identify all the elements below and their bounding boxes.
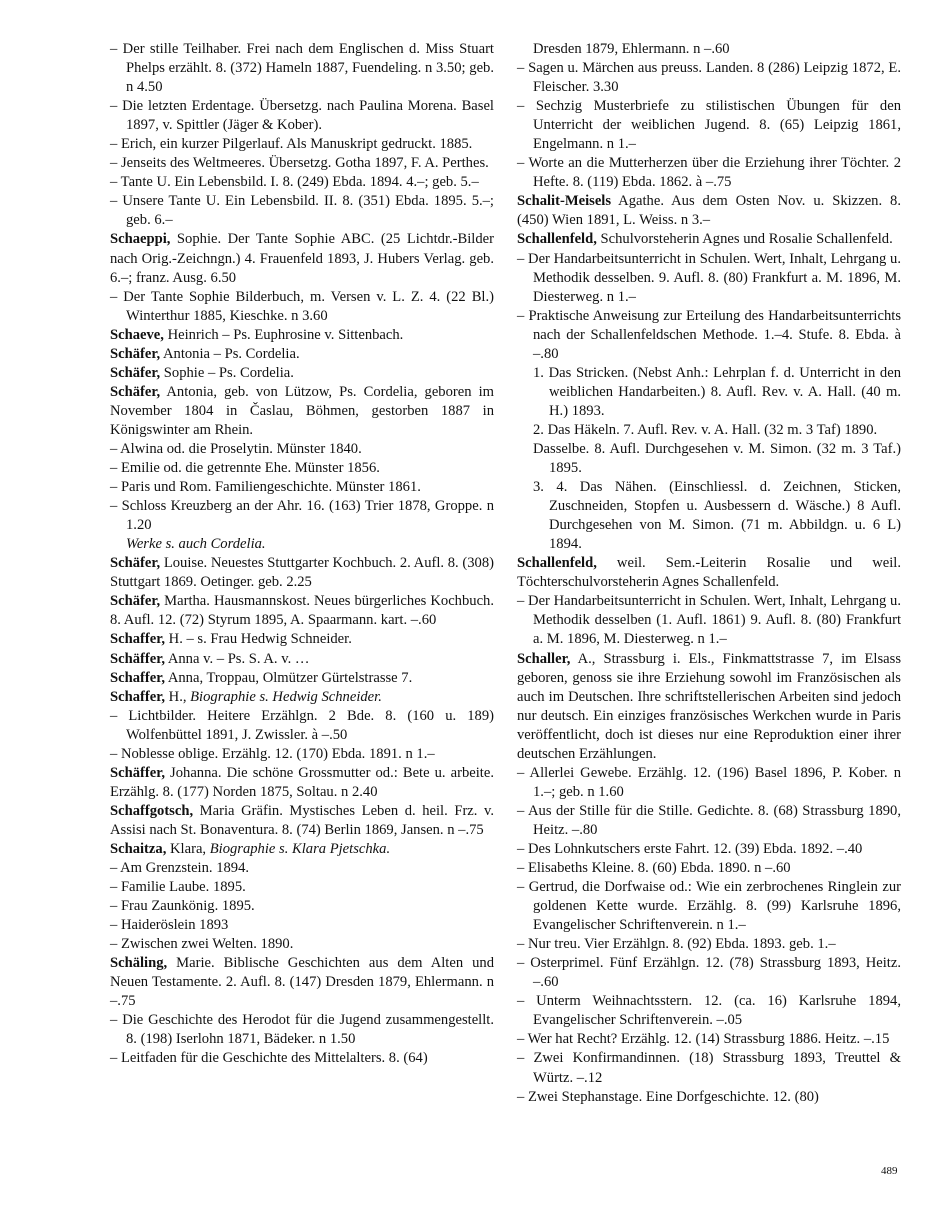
author-entry [517, 192, 901, 230]
work-entry: – Sechzig Musterbriefe zu stilistischen Übungen für den Unterricht der weiblichen Jugend. 8. (65) Leipzig 1861, Engelmann. n 1.– [517, 98, 901, 153]
author-entry [110, 688, 494, 707]
work-entry: – Unterm Weihnachtsstern. 12. (ca. 16) Karlsruhe 1894, Evangelischer Schriftenverein. –.05 [517, 993, 901, 1029]
author-name: Schaffer, [110, 631, 165, 648]
work-entry: – Aus der Stille für die Stille. Gedichte. 8. (68) Strassburg 1890, Heitz. –.80 [517, 802, 901, 838]
entry-text: A., Strassburg i. Els., Finkmattstrasse 7, im Elsass geboren, genoss sie ihre Erziehung sowohl im Französischen als auch im Deutschen. Ihre schriftstellerischen Arbeiten sind jedoch nur deutsch. Ein einziges französisches Werkchen wurde in Paris veröffentlicht, doch ist dieses nur eine Reproduktion einer ihrer deutschen Erzählungen. [517, 650, 901, 762]
author-entry [110, 764, 494, 802]
sub-work-entry: 1. Das Stricken. (Nebst Anh.: Lehrplan f. d. Unterricht in den weiblichen Handarbeiten.) 8. Aufl. Rev. v. A. Hall. (40 m. H.) 1893. [533, 364, 901, 419]
sub-work-entry: Dasselbe. 8. Aufl. Durchgesehen v. M. Simon. (32 m. 3 Taf.) 1895. [533, 440, 901, 477]
continued-entry: Dresden 1879, Ehlermann. n –.60 [533, 41, 730, 57]
entry-text: Maria Gräfin. Mystisches Leben d. heil. Frz. v. Assisi nach St. Bonaventura. 8. (74) Berlin 1869, Jansen. n –.75 [110, 802, 494, 838]
work-entry: – Der Handarbeitsunterricht in Schulen. Wert, Inhalt, Lehrgang u. Methodik desselben (1. Aufl. 1861) 9. Aufl. 8. (80) Frankfurt a. M. 1896, M. Diesterweg. n 1.– [517, 593, 901, 648]
author-name: Schäffer, [110, 764, 165, 781]
author-name: Schalit-Meisels [517, 193, 612, 210]
entry-italic-note: Biographie s. Hedwig Schneider. [190, 688, 382, 705]
author-name: Schäffer, [110, 650, 165, 667]
entry-text: Klara, [166, 840, 210, 857]
sub-work-entry: 3. 4. Das Nähen. (Einschliessl. d. Zeichnen, Sticken, Zuschneiden, Stopfen u. Ausbessern d. Wäsche.) 8 Aufl. Durchgesehen von M. Simon. (71 m. Abbildgn. u. 6 L) 1894. [533, 479, 901, 553]
work-entry: – Zwei Konfirmandinnen. (18) Strassburg 1893, Treuttel & Würtz. –.12 [517, 1050, 901, 1086]
entry-text: Antonia – Ps. Cordelia. [160, 345, 300, 362]
work-entry: – Die Geschichte des Herodot für die Jugend zusammengestellt. 8. (198) Iserlohn 1871, Bädeker. n 1.50 [110, 1012, 494, 1048]
entry-text: weil. Sem.-Leiterin Rosalie und weil. Töchterschulvorsteherin Agnes Schallenfeld. [517, 555, 901, 591]
work-entry: – Sagen u. Märchen aus preuss. Landen. 8 (286) Leipzig 1872, E. Fleischer. 3.30 [517, 60, 901, 96]
entry-text: Sophie – Ps. Cordelia. [160, 364, 294, 381]
author-entry [110, 230, 494, 287]
entry-text: Anna v. – Ps. S. A. v. … [165, 650, 310, 667]
work-entry: – Wer hat Recht? Erzählg. 12. (14) Strassburg 1886. Heitz. –.15 [517, 1031, 890, 1048]
work-entry: – Paris und Rom. Familiengeschichte. Münster 1861. [110, 479, 421, 496]
author-entry [110, 802, 494, 840]
work-entry: – Alwina od. die Proselytin. Münster 1840. [110, 440, 362, 457]
entry-text: Schulvorsteherin Agnes und Rosalie Schallenfeld. [596, 231, 893, 248]
author-name: Schaffer, [110, 669, 165, 686]
work-entry: – Osterprimel. Fünf Erzählgn. 12. (78) Strassburg 1893, Heitz. –.60 [517, 955, 901, 991]
author-name: Schäfer, [110, 345, 161, 362]
left-column [110, 40, 494, 1069]
author-name: Schaffer, [110, 688, 165, 705]
author-name: Schallenfeld, [517, 555, 597, 572]
author-name: Schaller, [517, 650, 571, 667]
author-entry [110, 630, 494, 649]
work-entry: – Unsere Tante U. Ein Lebensbild. II. 8. (351) Ebda. 1895. 5.–; geb. 6.– [110, 193, 494, 229]
work-entry: – Nur treu. Vier Erzählgn. 8. (92) Ebda. 1893. geb. 1.– [517, 936, 836, 953]
sub-work-entry: 2. Das Häkeln. 7. Aufl. Rev. v. A. Hall. (32 m. 3 Taf) 1890. [533, 421, 878, 438]
cross-reference-text: Werke s. auch Cordelia. [126, 536, 266, 553]
author-name: Schäfer, [110, 364, 161, 381]
author-name: Schäfer, [110, 383, 161, 400]
author-name: Schaitza, [110, 840, 167, 857]
work-entry: – Haideröslein 1893 [110, 917, 229, 934]
work-entry: – Familie Laube. 1895. [110, 879, 246, 896]
right-column [517, 40, 901, 1107]
author-entry [110, 326, 494, 345]
work-entry: – Emilie od. die getrennte Ehe. Münster 1856. [110, 460, 380, 477]
work-entry: – Elisabeths Kleine. 8. (60) Ebda. 1890. n –.60 [517, 860, 791, 877]
author-name: Schäling, [110, 955, 168, 972]
author-name: Schäfer, [110, 555, 161, 572]
author-name: Schallenfeld, [517, 231, 597, 248]
author-entry [517, 230, 901, 249]
author-name: Schäfer, [110, 593, 161, 610]
entry-italic-note: Biographie s. Klara Pjetschka. [209, 840, 391, 857]
work-entry: – Zwischen zwei Welten. 1890. [110, 936, 294, 953]
entry-text: Martha. Hausmannskost. Neues bürgerliches Kochbuch. 8. Aufl. 12. (72) Styrum 1895, A. Spaarmann. kart. –.60 [110, 593, 494, 629]
work-entry: – Gertrud, die Dorfwaise od.: Wie ein zerbrochenes Ringlein zur goldenen Kette wurde. Erzählg. 8. (99) Karlsruhe 1896, Evangelischer Schriftenverein. n 1.– [517, 879, 901, 934]
author-entry [110, 954, 494, 1011]
work-entry: – Der Handarbeitsunterricht in Schulen. Wert, Inhalt, Lehrgang u. Methodik desselben. 9. Aufl. 8. (80) Frankfurt a. M. 1896, M. Diesterweg. n 1.– [517, 250, 901, 305]
entry-text: H. – s. Frau Hedwig Schneider. [165, 631, 352, 648]
work-entry: – Jenseits des Weltmeeres. Übersetzg. Gotha 1897, F. A. Perthes. [110, 155, 489, 172]
entry-text: H., [165, 688, 191, 705]
author-entry [110, 554, 494, 592]
entry-text: Anna, Troppau, Olmützer Gürtelstrasse 7. [165, 669, 413, 686]
author-entry [110, 364, 494, 383]
work-entry: – Praktische Anweisung zur Erteilung des Handarbeitsunterrichts nach der Schallenfeldschen Methode. 1.–4. Stufe. 8. Ebda. à –.80 [517, 307, 901, 362]
author-entry [110, 383, 494, 440]
work-entry: – Frau Zaunkönig. 1895. [110, 898, 255, 915]
author-name: Schaeve, [110, 326, 164, 343]
work-entry: – Schloss Kreuzberg an der Ahr. 16. (163) Trier 1878, Groppe. n 1.20 [110, 498, 494, 534]
author-entry [110, 840, 494, 859]
author-entry [517, 650, 901, 764]
entry-text: Heinrich – Ps. Euphrosine v. Sittenbach. [163, 326, 404, 343]
cross-reference [110, 535, 494, 554]
author-name: Schaeppi, [110, 231, 171, 248]
work-entry: – Zwei Stephanstage. Eine Dorfgeschichte. 12. (80) [517, 1088, 819, 1105]
author-entry [517, 554, 901, 592]
work-entry: – Worte an die Mutterherzen über die Erziehung ihrer Töchter. 2 Hefte. 8. (119) Ebda. 1862. à –.75 [517, 155, 901, 191]
work-entry: – Der Tante Sophie Bilderbuch, m. Versen v. L. Z. 4. (22 Bl.) Winterthur 1885, Kieschke. n 3.60 [110, 288, 494, 324]
entry-text: Agathe. Aus dem Osten Nov. u. Skizzen. 8. (450) Wien 1891, L. Weiss. n 3.– [517, 193, 901, 229]
author-entry [110, 592, 494, 630]
entry-text: Antonia, geb. von Lützow, Ps. Cordelia, geboren im November 1804 in Časlau, Böhmen, gestorben 1887 in Königswinter am Rhein. [110, 383, 494, 438]
work-entry: – Erich, ein kurzer Pilgerlauf. Als Manuskript gedruckt. 1885. [110, 136, 473, 153]
author-entry [110, 345, 494, 364]
author-entry [110, 669, 494, 688]
author-name: Schaffgotsch, [110, 802, 194, 819]
page-number: 489 [881, 1165, 898, 1177]
work-entry: – Tante U. Ein Lebensbild. I. 8. (249) Ebda. 1894. 4.–; geb. 5.– [110, 174, 479, 191]
work-entry: – Leitfaden für die Geschichte des Mittelalters. 8. (64) [110, 1050, 428, 1067]
entry-text: Marie. Biblische Geschichten aus dem Alten und Neuen Testamente. 2. Aufl. 8. (147) Dresden 1879, Ehlermann. n –.75 [110, 955, 494, 1010]
author-entry [110, 650, 494, 669]
work-entry: – Des Lohnkutschers erste Fahrt. 12. (39) Ebda. 1892. –.40 [517, 840, 863, 857]
work-entry: – Allerlei Gewebe. Erzählg. 12. (196) Basel 1896, P. Kober. n 1.–; geb. n 1.60 [517, 764, 901, 800]
work-entry: – Lichtbilder. Heitere Erzählgn. 2 Bde. 8. (160 u. 189) Wolfenbüttel 1891, J. Zwissler. à –.50 [110, 707, 494, 743]
entry-text: Johanna. Die schöne Grossmutter od.: Bete u. arbeite. Erzählg. 8. (177) Norden 1875, Soltau. n 2.40 [110, 764, 494, 800]
work-entry: – Noblesse oblige. Erzählg. 12. (170) Ebda. 1891. n 1.– [110, 745, 435, 762]
work-entry: – Der stille Teilhaber. Frei nach dem Englischen d. Miss Stuart Phelps erzählt. 8. (372) Hameln 1887, Fuendeling. n 3.50; geb. n 4.50 [110, 41, 494, 96]
work-entry: – Am Grenzstein. 1894. [110, 860, 250, 877]
entry-text: Sophie. Der Tante Sophie ABC. (25 Lichtdr.-Bilder nach Orig.-Zeichngn.) 4. Frauenfeld 1893, J. Hubers Verlag. geb. 6.–; franz. Ausg. 6.50 [110, 231, 494, 286]
entry-text: Louise. Neuestes Stuttgarter Kochbuch. 2. Aufl. 8. (308) Stuttgart 1869. Oetinger. geb. 2.25 [110, 555, 494, 591]
work-entry: – Die letzten Erdentage. Übersetzg. nach Paulina Morena. Basel 1897, v. Spittler (Jäger & Kober). [110, 98, 494, 134]
